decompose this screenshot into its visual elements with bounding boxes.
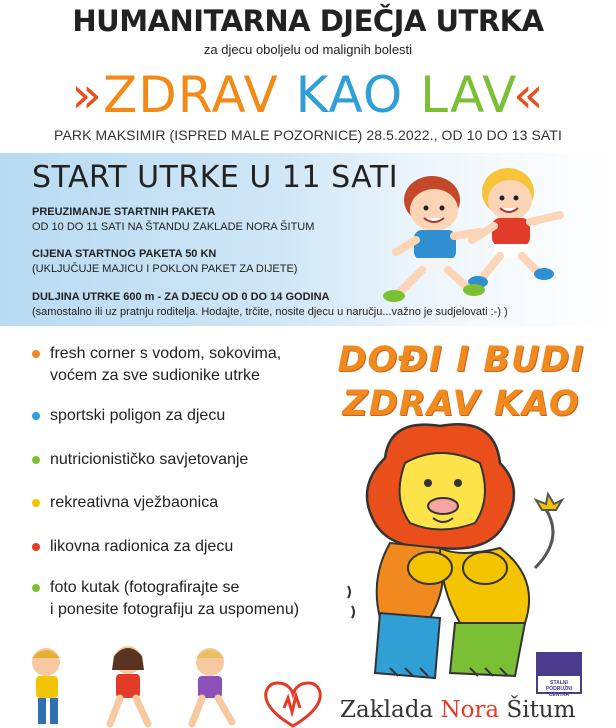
activity-text: nutricionističko savjetovanje [50,451,249,468]
length-detail: (samostalno ili uz pratnju roditelja. Hodajte, trčite, nosite djecu u naručju...važno je sudjelovati :-) ) [32,306,508,318]
list-item [32,492,218,514]
child-2 [110,646,148,724]
activity-text: i ponesite fotografiju za uspomenu) [50,601,300,618]
pickup-title: PREUZIMANJE STARTNIH PAKETA [32,206,216,218]
price-detail: (UKLJUČUJE MAJICU I POKLON PAKET ZA DIJETE) [32,263,298,275]
activity-text: likovna radionica za djecu [50,538,234,555]
promo-line-2: ZDRAV KAO [342,384,580,424]
list-item [32,405,225,427]
slogan-word-kao: KAO [295,66,404,124]
pickup-info [32,205,314,235]
partner-logo-graphic [538,654,580,676]
bullet-dot-green [32,584,40,592]
foundation-name [340,697,575,723]
running-kid-blond [468,168,560,288]
page-title: HUMANITARNA DJEČJA UTRKA [72,4,544,38]
slogan-close-quote: « [512,66,545,124]
bullet-dot-orange [32,350,40,358]
activity-text: rekreativna vježbaonica [50,494,219,511]
list-item [32,343,281,387]
list-item [32,449,248,471]
price-info [32,247,297,277]
race-start-title: START UTRKE U 11 SATI [32,160,399,195]
price-title: CIJENA STARTNOG PAKETA 50 KN [32,248,217,260]
slogan-word-zdrav: ZDRAV [103,66,279,124]
heart-logo [258,678,328,728]
foundation-highlight: Nora [440,697,500,723]
slogan [0,62,616,128]
child-1 [32,648,60,724]
event-location: PARK MAKSIMIR (ISPRED MALE POZORNICE) 28.5.2022., OD 10 DO 13 SATI [54,127,562,143]
bullet-dot-red [32,543,40,551]
bullet-dot-blue [32,412,40,420]
pickup-detail: OD 10 DO 11 SATI NA ŠTANDU ZAKLADE NORA ŠITUM [32,221,315,233]
bullet-dot-green [32,456,40,464]
lion-illustration [330,418,600,688]
activity-text: voćem za sve sudionike utrke [50,367,260,384]
promo-line-1: DOĐI I BUDI [337,340,585,380]
partner-logo-text: STALNI PODRUŽNI CENTAR [545,680,573,698]
bullet-dot-yellow [32,499,40,507]
children-running-illustration [10,640,250,728]
child-3 [192,648,232,724]
running-kids-illustration [360,160,612,310]
activity-text: foto kutak (fotografirajte se [50,579,240,596]
promo-text [336,338,586,426]
foundation-prefix: Zaklada [340,697,441,723]
partner-logo [536,652,582,698]
foundation-suffix: Šitum [499,697,576,723]
slogan-word-lav: LAV [420,66,513,124]
activity-text: fresh corner s vodom, sokovima, [50,345,282,362]
slogan-open-quote: » [71,66,104,124]
subtitle: za djecu oboljelu od malignih bolesti [203,42,413,57]
list-item [32,577,299,621]
list-item [32,536,233,558]
length-title: DULJINA UTRKE 600 m - ZA DJECU OD 0 DO 14 GODINA [32,291,330,303]
activity-text: sportski poligon za djecu [50,407,226,424]
